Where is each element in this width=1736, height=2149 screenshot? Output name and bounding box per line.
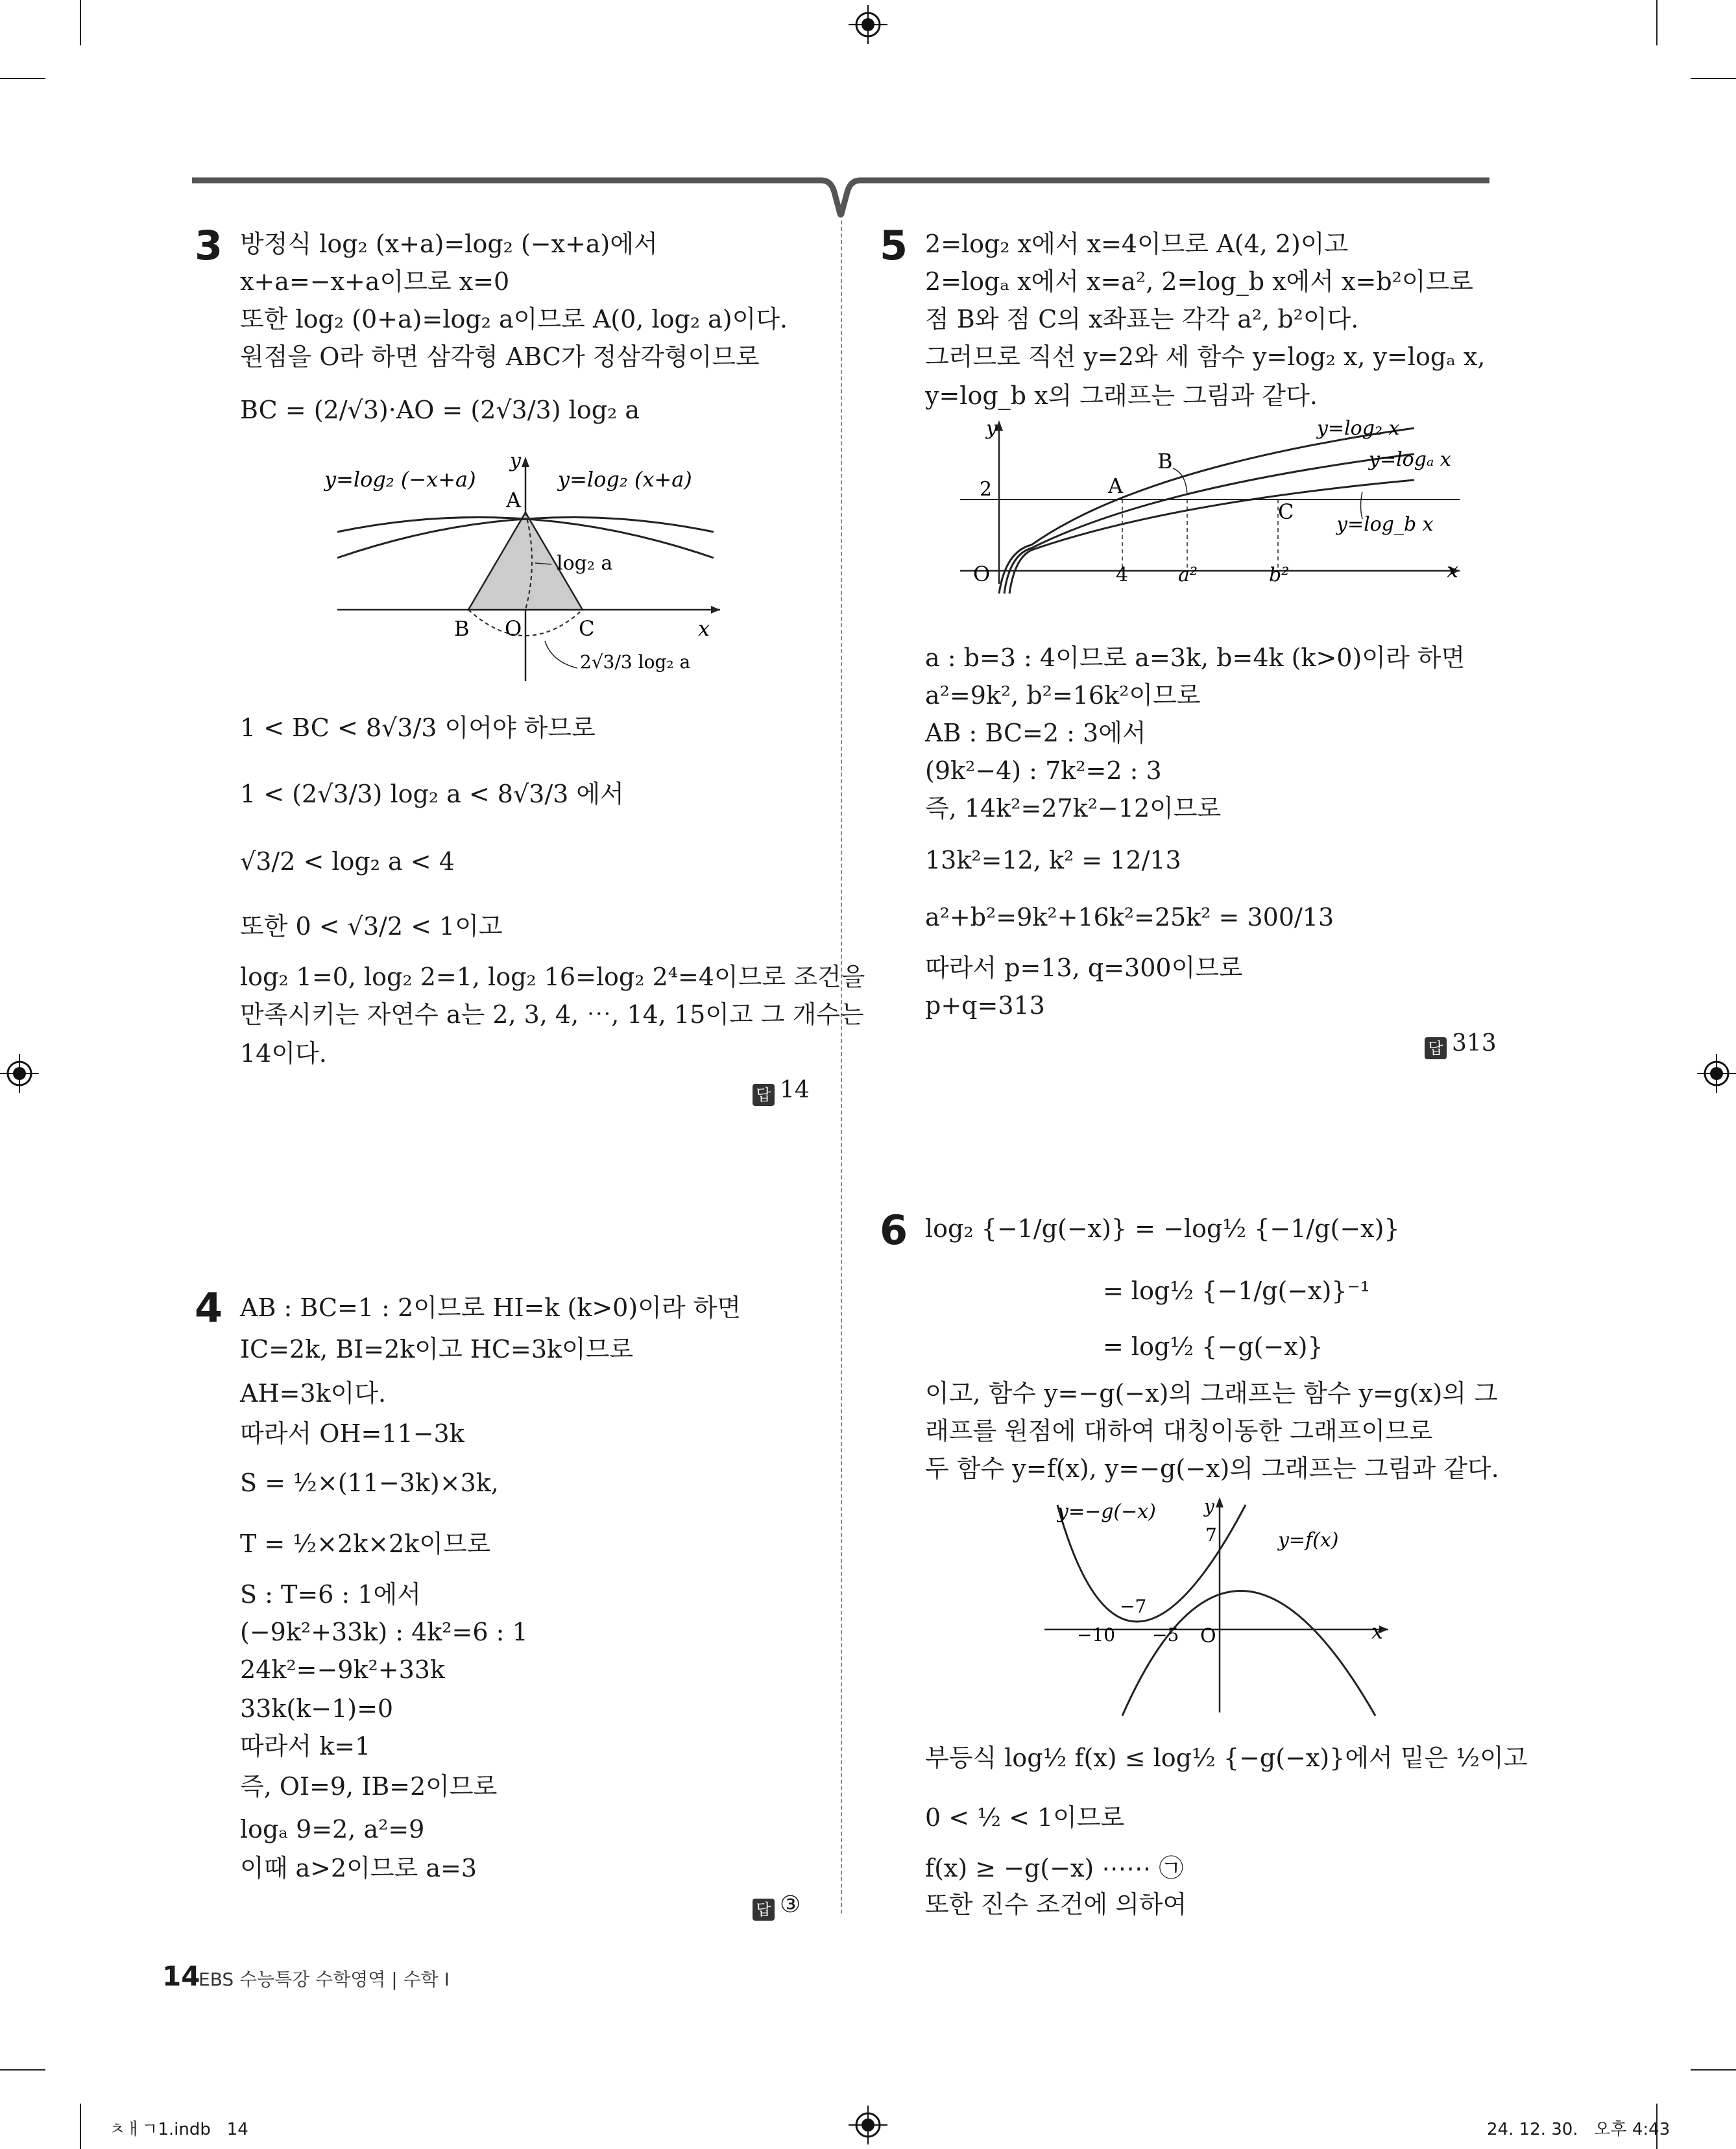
- p5-line: AB : BC=2 : 3에서: [925, 719, 1146, 747]
- answer-badge: 답 14: [753, 1077, 810, 1106]
- x-tick-label: a²: [1178, 564, 1198, 586]
- p4-line: logₐ 9=2, a²=9: [240, 1815, 425, 1843]
- answer-badge: 답 313: [1425, 1030, 1497, 1059]
- y-tick-label: 7: [1205, 1524, 1217, 1546]
- column-divider: [841, 221, 842, 1914]
- p4-line: S = ½×(11−3k)×3k,: [240, 1469, 499, 1497]
- p5-line: 2=log₂ x에서 x=4이므로 A(4, 2)이고: [925, 230, 1349, 258]
- point-b-label: B: [1157, 449, 1173, 474]
- answer-badge: 답 ③: [753, 1891, 801, 1921]
- p5-line: y=log_b x의 그래프는 그림과 같다.: [925, 381, 1318, 410]
- p3-line: 또한 log₂ (0+a)=log₂ a이므로 A(0, log₂ a)이다.: [240, 305, 788, 333]
- header-bar: [192, 173, 1489, 224]
- registration-mark-icon: [849, 2106, 887, 2144]
- point-b-label: B: [454, 616, 470, 641]
- problem-number: 4: [195, 1284, 223, 1332]
- p4-line: AH=3k이다.: [240, 1379, 387, 1408]
- p6-line: log₂ {−1/g(−x)} = −log½ {−1/g(−x)}: [925, 1214, 1400, 1243]
- y-tick-label: 2: [980, 478, 993, 501]
- x-tick-label: −10: [1077, 1624, 1116, 1646]
- crop-mark: [1656, 0, 1658, 45]
- x-tick-label: 4: [1116, 564, 1129, 586]
- registration-mark-icon: [1697, 1054, 1736, 1093]
- p5-line: p+q=313: [925, 991, 1045, 1020]
- p6-line: f(x) ≥ −g(−x) ⋯⋯ ㉠: [925, 1854, 1184, 1882]
- p6-line: 이고, 함수 y=−g(−x)의 그래프는 함수 y=g(x)의 그: [925, 1379, 1498, 1408]
- curve-label: y=logₐ x: [1369, 448, 1451, 471]
- problem-number: 6: [880, 1207, 908, 1254]
- p6-figure: [1038, 1492, 1401, 1725]
- crop-mark: [0, 2069, 45, 2071]
- file-name: ㅊㅐㄱ1.indb 14: [109, 2120, 248, 2139]
- p3-line: 1 < (2√3/3) log₂ a < 8√3/3 에서: [240, 780, 624, 808]
- crop-mark: [0, 78, 45, 79]
- print-timestamp: 24. 12. 30. 오후 4:43: [1487, 2120, 1670, 2139]
- axis-y-label: y: [1204, 1496, 1214, 1517]
- p5-line: (9k²−4) : 7k²=2 : 3: [925, 756, 1162, 785]
- x-tick-label: b²: [1269, 564, 1290, 586]
- p4-line: 이때 a>2이므로 a=3: [240, 1854, 477, 1882]
- p3-line: 원점을 O라 하면 삼각형 ABC가 정삼각형이므로: [240, 342, 760, 371]
- p3-line: 1 < BC < 8√3/3 이어야 하므로: [240, 714, 596, 742]
- p6-curve-f-label: y=f(x): [1278, 1529, 1339, 1552]
- p6-line: 래프를 원점에 대하여 대칭이동한 그래프이므로: [925, 1417, 1433, 1445]
- p4-line: 따라서 k=1: [240, 1732, 371, 1760]
- p3-height-label: log₂ a: [557, 552, 613, 575]
- axis-x-label: x: [1371, 1619, 1384, 1644]
- axis-x-label: x: [1447, 558, 1459, 582]
- p5-line: a²+b²=9k²+16k²=25k² = 300/13: [925, 903, 1334, 931]
- p5-line: 그러므로 직선 y=2와 세 함수 y=log₂ x, y=logₐ x,: [925, 342, 1486, 371]
- problem-number: 3: [195, 222, 223, 269]
- p3-line: x+a=−x+a이므로 x=0: [240, 267, 510, 296]
- p4-line: 즉, OI=9, IB=2이므로: [240, 1772, 498, 1801]
- point-a-label: A: [1108, 474, 1124, 498]
- p5-line: 13k²=12, k² = 12/13: [925, 846, 1181, 874]
- curve-label: y=log₂ x: [1317, 417, 1400, 440]
- crop-mark: [1691, 78, 1736, 79]
- p6-line: 0 < ½ < 1이므로: [925, 1803, 1125, 1832]
- crop-mark: [80, 0, 81, 45]
- curve-label: y=log_b x: [1336, 513, 1434, 536]
- p5-line: 2=logₐ x에서 x=a², 2=log_b x에서 x=b²이므로: [925, 267, 1474, 296]
- p3-figure: [318, 448, 733, 694]
- p4-line: S : T=6 : 1에서: [240, 1580, 421, 1609]
- p4-line: 24k²=−9k²+33k: [240, 1655, 445, 1684]
- axis-x-label: x: [698, 616, 710, 641]
- p5-line: a²=9k², b²=16k²이므로: [925, 681, 1201, 710]
- origin-label: O: [1200, 1625, 1216, 1648]
- p6-line: = log½ {−1/g(−x)}⁻¹: [1103, 1277, 1370, 1305]
- registration-mark-icon: [849, 5, 887, 44]
- p5-figure: [947, 415, 1466, 597]
- p3-curve-right-label: y=log₂ (x+a): [558, 467, 692, 492]
- book-title: EBS 수능특강 수학영역 | 수학 I: [199, 1969, 450, 1990]
- p3-line: 만족시키는 자연수 a는 2, 3, 4, ⋯, 14, 15이고 그 개수는: [240, 1000, 864, 1029]
- p6-curve-g-label: y=−g(−x): [1057, 1500, 1156, 1523]
- point-a-label: A: [506, 488, 522, 512]
- p3-line: 또한 0 < √3/2 < 1이고: [240, 912, 503, 941]
- p5-line: 점 B와 점 C의 x좌표는 각각 a², b²이다.: [925, 305, 1359, 333]
- p4-line: (−9k²+33k) : 4k²=6 : 1: [240, 1618, 528, 1646]
- crop-mark: [80, 2104, 81, 2149]
- p3-line: 방정식 log₂ (x+a)=log₂ (−x+a)에서: [240, 230, 658, 258]
- point-c-label: C: [1278, 499, 1294, 524]
- p3-curve-left-label: y=log₂ (−x+a): [324, 467, 476, 492]
- p4-line: IC=2k, BI=2k이고 HC=3k이므로: [240, 1335, 634, 1363]
- p4-line: T = ½×2k×2k이므로: [240, 1530, 491, 1558]
- p6-line: 두 함수 y=f(x), y=−g(−x)의 그래프는 그림과 같다.: [925, 1454, 1499, 1483]
- axis-y-label: y: [510, 450, 521, 472]
- p3-arc-label: 2√3/3 log₂ a: [580, 651, 691, 673]
- p3-line: 14이다.: [240, 1039, 327, 1068]
- p4-line: 33k(k−1)=0: [240, 1694, 394, 1723]
- p5-line: a : b=3 : 4이므로 a=3k, b=4k (k>0)이라 하면: [925, 643, 1465, 672]
- p6-line: 부등식 log½ f(x) ≤ log½ {−g(−x)}에서 밑은 ½이고: [925, 1744, 1528, 1772]
- origin-label: O: [505, 616, 522, 641]
- x-tick-label: −5: [1152, 1624, 1179, 1646]
- problem-number: 5: [880, 222, 908, 269]
- p5-line: 따라서 p=13, q=300이므로: [925, 954, 1243, 982]
- p3-line: √3/2 < log₂ a < 4: [240, 847, 455, 876]
- p6-line: = log½ {−g(−x)}: [1103, 1332, 1323, 1361]
- p6-line: 또한 진수 조건에 의하여: [925, 1890, 1187, 1919]
- page-number: 14: [162, 1960, 200, 1992]
- axis-y-label: y: [986, 417, 997, 440]
- p3-line: log₂ 1=0, log₂ 2=1, log₂ 16=log₂ 2⁴=4이므로 조건을: [240, 963, 865, 991]
- p5-line: 즉, 14k²=27k²−12이므로: [925, 794, 1222, 822]
- crop-mark: [1691, 2069, 1736, 2071]
- p4-line: AB : BC=1 : 2이므로 HI=k (k>0)이라 하면: [240, 1293, 741, 1322]
- p3-line: BC = (2/√3)·AO = (2√3/3) log₂ a: [240, 396, 640, 424]
- p4-line: 따라서 OH=11−3k: [240, 1419, 464, 1448]
- registration-mark-icon: [0, 1054, 39, 1093]
- point-c-label: C: [579, 616, 595, 641]
- origin-label: O: [973, 562, 991, 586]
- y-tick-label: −7: [1120, 1596, 1147, 1617]
